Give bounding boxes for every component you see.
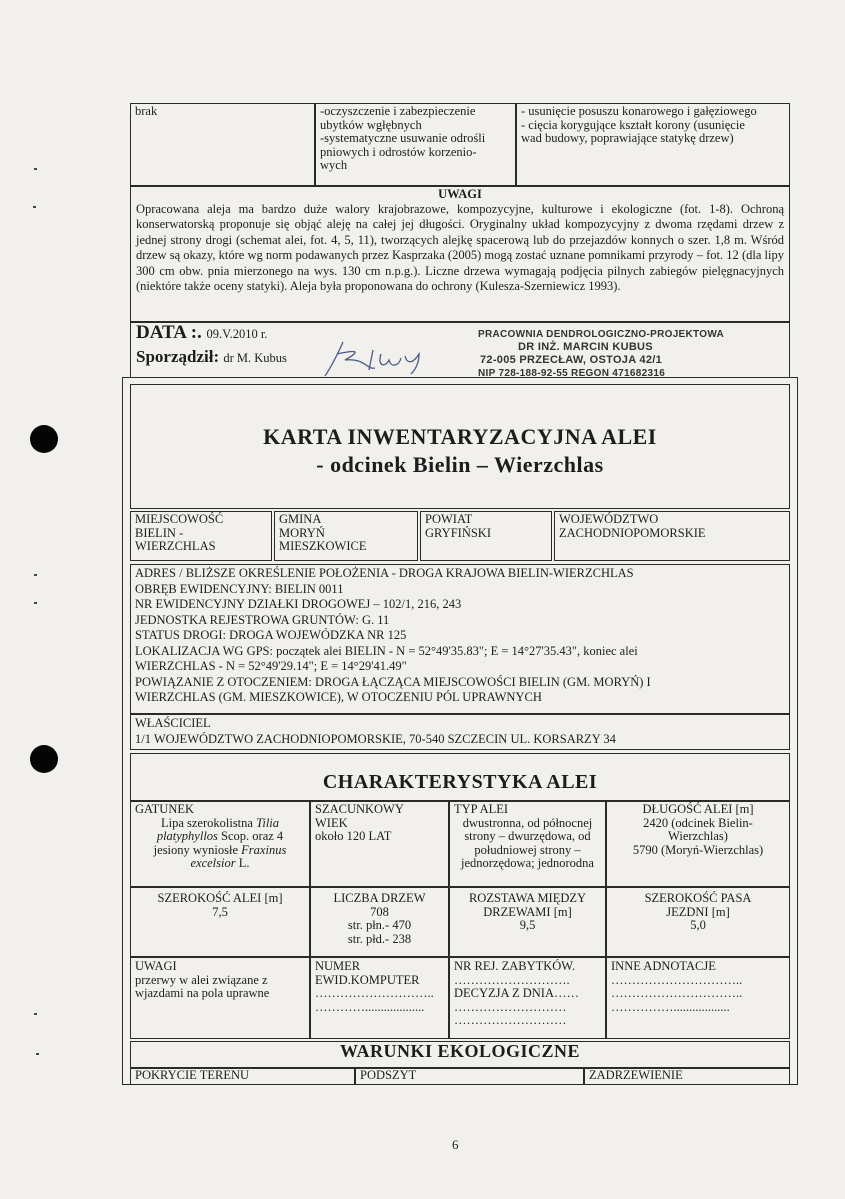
liczba-drzew-cell	[310, 887, 449, 957]
podszyt-label: PODSZYT	[360, 1068, 417, 1082]
uwagi-alei-cell	[130, 957, 310, 1039]
decyzja-label: DECYZJA Z DNIA……	[454, 986, 579, 1000]
wojewodztwo-value: ZACHODNIOPOMORSKIE	[559, 525, 706, 540]
owner-value: 1/1 WOJEWÓDZTWO ZACHODNIOPOMORSKIE, 70-540 SZCZECIN UL. KORSARZY 34	[135, 731, 616, 746]
date-row	[136, 322, 267, 344]
liczba-drzew-north: str. płn.- 470	[347, 918, 412, 932]
liczba-drzew-value: 708	[370, 904, 389, 919]
scan-speck	[34, 574, 37, 576]
zadrzewienie-label: ZADRZEWIENIE	[589, 1068, 683, 1082]
liczba-drzew-label: LICZBA DRZEW	[333, 891, 426, 905]
inne-adnotacje-dots: ……………..................	[611, 999, 730, 1014]
gatunek-latin: platyphyllos	[156, 829, 218, 843]
nr-rej-dots: ……………………….	[454, 972, 570, 987]
top-table-col2-line: wych	[320, 158, 348, 172]
address-line: ADRES / BLIŻSZE OKREŚLENIE POŁOŻENIA - DROGA KRAJOWA BIELIN-WIERZCHLAS	[135, 566, 634, 580]
card-title-box	[130, 384, 790, 509]
typ-alei-line: jednorzędowa; jednorodna	[461, 856, 594, 870]
stamp-line-2: DR INŻ. MARCIN KUBUS	[518, 341, 653, 353]
rozstawa-label-2: DRZEWAMI [m]	[483, 904, 572, 919]
rozstawa-cell	[449, 887, 606, 957]
top-table-col3-line: - cięcia korygujące kształt korony (usunięcie	[521, 117, 745, 132]
card-title: KARTA INWENTARYZACYJNA ALEI	[263, 424, 657, 449]
pokrycie-terenu-cell	[130, 1068, 355, 1085]
uwagi-text: Opracowana aleja ma bardzo duże walory krajobrazowe, kompozycyjne, kulturowe i ekologiczne (fot. 1-8). Ochroną konserwatorską proponuje się objąć aleję na całej jej długości. Oryginalny układ kompozycyjny z dwoma rzędami drzew z jednej strony drogi (schemat alei, fot. 4, 5, 11), tworzących alejkę spacerową lub do przejazdów konnych o szer. 1,8 m. Wśród drzew są okazy, które wg norm podawanych przez Kasprzaka (2005) mogą zostać uznane pomnikami przyrody – fot. 12 (dla lipy 300 cm obw. pnia mierzonego na wys. 130 cm n.p.g.). Liczne drzewa wymagają podjęcia pilnych zabiegów pielęgnacyjnych (niektóre także oceny statyki). Aleja była proponowana do ochrony (Kulesza-Szerniewicz 1993).	[136, 201, 784, 293]
address-line: WIERZCHLAS - N = 52°49'29.14"; E = 14°29'41.49"	[135, 659, 407, 673]
ecology-title: WARUNKI EKOLOGICZNE	[339, 1041, 581, 1061]
wiek-label-2: WIEK	[315, 815, 348, 830]
typ-alei-cell	[449, 801, 606, 887]
szerokosc-pasa-label-1: SZEROKOŚĆ PASA	[644, 891, 752, 905]
numer-ewid-cell	[310, 957, 449, 1039]
inne-adnotacje-label: INNE ADNOTACJE	[611, 959, 716, 973]
powiat-cell	[420, 511, 552, 561]
gatunek-cell	[130, 801, 310, 887]
page-number: 6	[452, 1137, 459, 1152]
inne-adnotacje-cell	[606, 957, 790, 1039]
numer-ewid-label-2: EWID.KOMPUTER	[315, 972, 420, 987]
dlugosc-line: Wierzchlas)	[668, 829, 728, 843]
scan-speck	[34, 1013, 37, 1015]
nr-rej-dots: ………………………	[454, 999, 567, 1014]
stamp-line-1: PRACOWNIA DENDROLOGICZNO-PROJEKTOWA	[478, 329, 725, 340]
top-table-cell-3	[516, 103, 790, 186]
owner-section	[130, 714, 790, 750]
szerokosc-alei-label: SZEROKOŚĆ ALEI [m]	[157, 891, 283, 905]
characteristics-title-box	[130, 753, 790, 801]
owner-label: WŁAŚCICIEL	[135, 716, 211, 730]
wiek-cell	[310, 801, 449, 887]
address-line: OBRĘB EWIDENCYJNY: BIELIN 0011	[135, 581, 344, 596]
typ-alei-line: dwustronna, od północnej	[462, 815, 593, 830]
typ-alei-line: strony – dwurzędowa, od	[464, 829, 591, 843]
address-line: STATUS DROGI: DROGA WOJEWÓDZKA NR 125	[135, 628, 407, 642]
uwagi-alei-label: UWAGI	[135, 959, 177, 973]
scan-speck	[34, 602, 37, 604]
szerokosc-pasa-label-2: JEZDNI [m]	[666, 904, 730, 919]
ecology-title-box	[130, 1041, 790, 1068]
gatunek-text: jesiony wyniosłe	[153, 842, 242, 857]
top-table-col2-line: -oczyszczenie i zabezpieczenie	[320, 104, 476, 118]
address-section	[130, 564, 790, 714]
address-line: WIERZCHLAS (GM. MIESZKOWICE), W OTOCZENIU PÓL UPRAWNYCH	[135, 690, 542, 704]
author-value: dr M. Kubus	[223, 351, 287, 365]
scan-speck	[33, 206, 36, 208]
dlugosc-label: DŁUGOŚĆ ALEI [m]	[642, 802, 754, 816]
handwritten-signature	[315, 330, 435, 380]
gatunek-latin: excelsior	[190, 856, 236, 870]
wojewodztwo-cell	[554, 511, 790, 561]
nr-rej-label: NR REJ. ZABYTKÓW.	[454, 959, 576, 973]
powiat-label: POWIAT	[425, 512, 473, 526]
dlugosc-line: 5790 (Moryń-Wierzchlas)	[632, 842, 764, 857]
powiat-value: GRYFIŃSKI	[425, 525, 491, 540]
address-line: LOKALIZACJA WG GPS: początek alei BIELIN - N = 52°49'35.83"; E = 14°27'35.43", koniec alei	[135, 643, 638, 658]
numer-ewid-dots: …………...................	[315, 999, 425, 1014]
dlugosc-cell	[606, 801, 790, 887]
characteristics-title: CHARAKTERYSTYKA ALEI	[322, 771, 598, 793]
typ-alei-line: południowej strony –	[474, 842, 581, 857]
scan-speck	[34, 168, 37, 170]
miejscowosc-value-2: WIERZCHLAS	[135, 539, 216, 553]
rozstawa-value: 9,5	[519, 918, 536, 932]
rozstawa-label-1: ROZSTAWA MIĘDZY	[468, 891, 587, 905]
scan-speck	[36, 1053, 39, 1055]
uwagi-section	[130, 186, 790, 322]
author-label: Sporządził:	[136, 347, 220, 366]
podszyt-cell	[355, 1068, 584, 1085]
top-table-col2-line: pniowych i odrostów korzenio-	[320, 144, 477, 159]
uwagi-alei-line: przerwy w alei związane z	[135, 972, 268, 987]
gatunek-text: Lipa szerokolistna	[160, 815, 257, 830]
address-line: JEDNOSTKA REJESTROWA GRUNTÓW: G. 11	[135, 612, 390, 627]
numer-ewid-dots: ………………………..	[315, 986, 434, 1000]
binder-hole-bottom	[30, 745, 58, 773]
wiek-value: około 120 LAT	[315, 829, 392, 843]
numer-ewid-label-1: NUMER	[315, 959, 361, 973]
top-table-col3-line: - usunięcie posuszu konarowego i gałęziowego	[521, 104, 757, 118]
miejscowosc-value-1: BIELIN -	[135, 525, 184, 540]
miejscowosc-label: MIEJSCOWOŚĆ	[135, 512, 224, 526]
gatunek-text: L.	[235, 856, 250, 870]
gatunek-label: GATUNEK	[135, 802, 195, 816]
gmina-value-1: MORYŃ	[279, 525, 325, 540]
uwagi-heading: UWAGI	[438, 187, 482, 201]
address-line: NR EWIDENCYJNY DZIAŁKI DROGOWEJ – 102/1, 216, 243	[135, 597, 462, 611]
stamp-line-4: NIP 728-188-92-55 REGON 471682316	[478, 368, 666, 379]
top-table-cell-1	[130, 103, 315, 186]
inne-adnotacje-dots: …………………………..	[611, 972, 743, 987]
wiek-label-1: SZACUNKOWY	[315, 802, 404, 816]
top-table-col1: brak	[135, 104, 158, 118]
gatunek-latin: Tilia	[256, 815, 280, 830]
wojewodztwo-label: WOJEWÓDZTWO	[559, 512, 659, 526]
nr-rej-cell	[449, 957, 606, 1039]
szerokosc-alei-value: 7,5	[212, 904, 228, 919]
nr-rej-dots: ………………………	[454, 1013, 567, 1027]
szerokosc-pasa-value: 5,0	[690, 918, 706, 932]
liczba-drzew-south: str. płd.- 238	[347, 931, 412, 946]
gmina-label: GMINA	[279, 512, 322, 526]
zadrzewienie-cell	[584, 1068, 790, 1085]
stamp-line-3: 72-005 PRZECŁAW, OSTOJA 42/1	[480, 354, 663, 366]
pokrycie-terenu-label: POKRYCIE TERENU	[135, 1068, 250, 1082]
szerokosc-pasa-cell	[606, 887, 790, 957]
binder-hole-top	[30, 425, 58, 453]
gmina-value-2: MIESZKOWICE	[279, 539, 367, 553]
gatunek-latin: Fraxinus	[241, 842, 287, 857]
szerokosc-alei-cell	[130, 887, 310, 957]
gatunek-text: Scop. oraz 4	[217, 829, 284, 843]
dlugosc-line: 2420 (odcinek Bielin-	[643, 815, 753, 830]
address-line: POWIĄZANIE Z OTOCZENIEM: DROGA ŁĄCZĄCA MIEJSCOWOŚCI BIELIN (GM. MORYŃ) I	[135, 674, 651, 689]
company-stamp	[478, 328, 724, 380]
inne-adnotacje-dots: …………………………..	[611, 986, 743, 1000]
top-table-cell-2	[315, 103, 516, 186]
miejscowosc-cell	[130, 511, 272, 561]
author-row	[136, 347, 287, 367]
gmina-cell	[274, 511, 418, 561]
top-table-col2-line: ubytków wgłębnych	[320, 117, 422, 132]
card-subtitle: - odcinek Bielin – Wierzchlas	[316, 452, 604, 477]
date-label: DATA :.	[136, 322, 202, 343]
top-table-col2-line: -systematyczne usuwanie odrośli	[320, 131, 486, 145]
uwagi-alei-line: wjazdami na pola uprawne	[135, 986, 270, 1000]
date-value: 09.V.2010 r.	[206, 327, 268, 341]
typ-alei-label: TYP ALEI	[454, 802, 509, 816]
top-table-col3-line: wad budowy, poprawiające statykę drzew)	[521, 131, 734, 145]
